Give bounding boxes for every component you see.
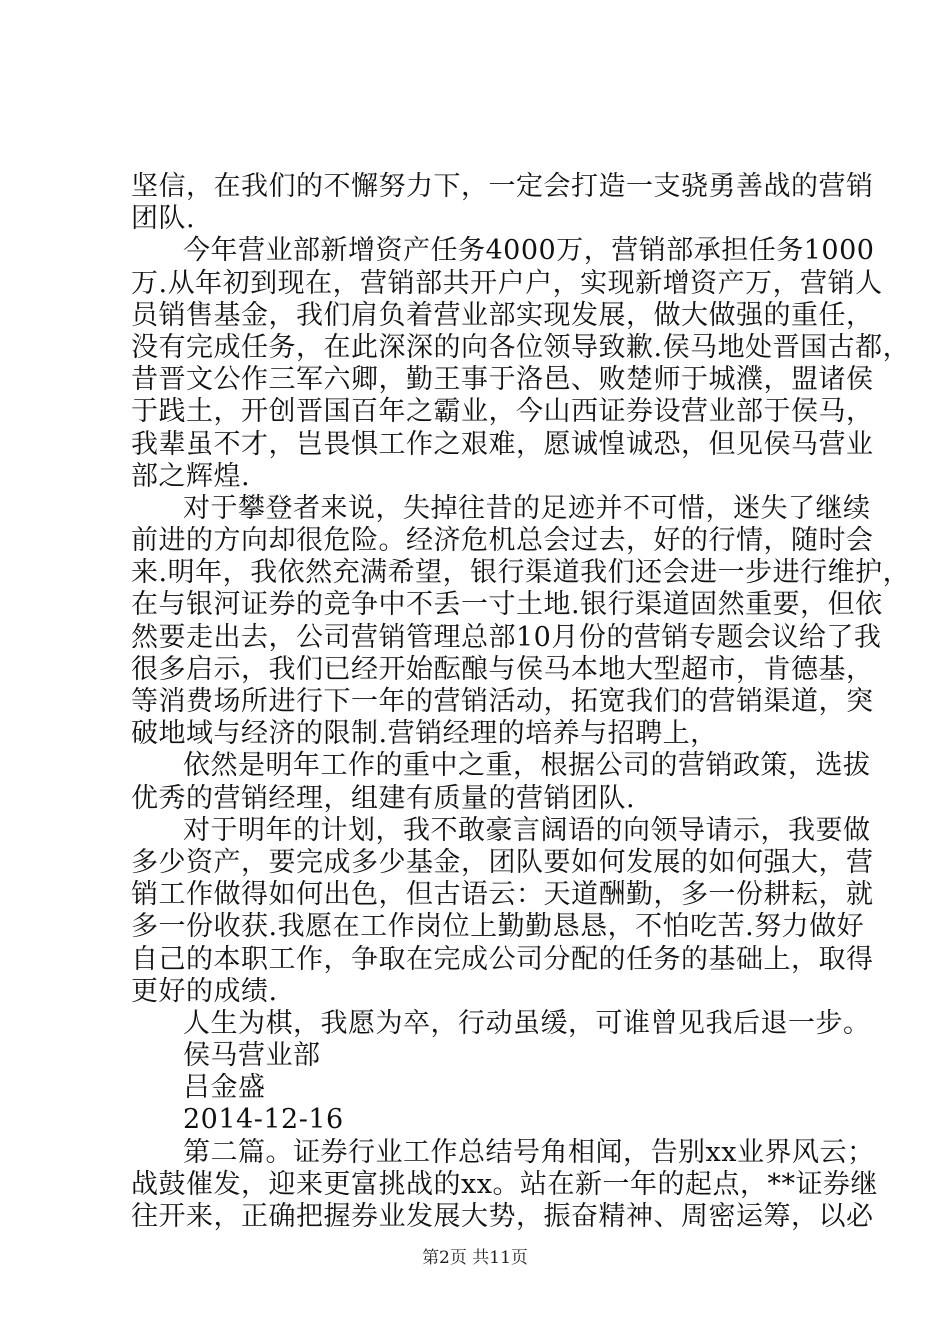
text-line: 没有完成任务，在此深深的向各位领导致歉.侯马地处晋国古都， — [131, 331, 911, 363]
text-line: 来.明年，我依然充满希望，银行渠道我们还会进一步进行维护， — [131, 557, 911, 589]
text-line: 在与银河证券的竞争中不丢一寸土地.银行渠道固然重要，但依 — [131, 589, 883, 621]
text-line: 昔晋文公作三军六卿，勤王事于洛邑、败楚师于城濮，盟诸侯 — [131, 364, 874, 396]
text-line: 我辈虽不才，岂畏惧工作之艰难，愿诚惶诚恐，但见侯马营业 — [131, 428, 874, 460]
text-line: 员销售基金，我们肩负着营业部实现发展，做大做强的重任， — [131, 299, 874, 331]
text-line: 然要走出去，公司营销管理总部10月份的营销专题会议给了我 — [131, 621, 882, 653]
text-line: 多少资产，要完成多少基金，团队要如何发展的如何强大，营 — [131, 846, 874, 878]
text-line: 破地域与经济的限制.营销经理的培养与招聘上， — [131, 718, 718, 750]
text-line: 部之辉煌. — [131, 460, 251, 492]
text-line: 自己的本职工作，争取在完成公司分配的任务的基础上，取得 — [131, 943, 874, 975]
text-line: 依然是明年工作的重中之重，根据公司的营销政策，选拔 — [183, 750, 871, 782]
text-line: 团队. — [131, 203, 196, 235]
text-line: 侯马营业部 — [183, 1040, 321, 1072]
text-line: 等消费场所进行下一年的营销活动，拓宽我们的营销渠道，突 — [131, 686, 874, 717]
text-line: 销工作做得如何出色，但古语云：天道酬勤，多一份耕耘，就 — [131, 879, 874, 911]
text-line: 对于明年的计划，我不敢豪言阔语的向领导请示，我要做 — [183, 814, 871, 846]
text-line: 坚信，在我们的不懈努力下，一定会打造一支骁勇善战的营销 — [131, 171, 874, 202]
text-line: 优秀的营销经理，组建有质量的营销团队. — [131, 782, 636, 814]
text-line: 战鼓催发，迎来更富挑战的xx。站在新一年的起点，**证券继 — [131, 1168, 878, 1200]
text-line: 于践土，开创晋国百年之霸业，今山西证券设营业部于侯马， — [131, 396, 874, 428]
text-line: 吕金盛 — [183, 1072, 266, 1104]
text-line: 很多启示，我们已经开始酝酿与侯马本地大型超市，肯德基， — [131, 653, 874, 685]
page-footer: 第2页 共11页 — [422, 1248, 528, 1268]
document-body — [131, 171, 911, 1233]
text-line: 对于攀登者来说，失掉往昔的足迹并不可惜，迷失了继续 — [183, 492, 871, 524]
text-line: 多一份收获.我愿在工作岗位上勤勤恳恳，不怕吃苦.努力做好 — [131, 911, 865, 943]
text-line: 第二篇。证券行业工作总结号角相闻，告别xx业界风云； — [183, 1136, 875, 1168]
text-line: 前进的方向却很危险。经济危机总会过去，好的行情，随时会 — [131, 525, 874, 557]
text-line: 万.从年初到现在，营销部共开户户，实现新增资产万，营销人 — [131, 267, 883, 299]
text-line: 更好的成绩. — [131, 975, 278, 1007]
text-line: 人生为棋，我愿为卒，行动虽缓，可谁曾见我后退一步。 — [183, 1007, 871, 1039]
text-line: 今年营业部新增资产任务4000万，营销部承担任务1000 — [183, 235, 875, 267]
text-line: 2014-12-16 — [183, 1104, 344, 1136]
text-line: 往开来，正确把握券业发展大势，振奋精神、周密运筹，以必 — [131, 1201, 874, 1232]
